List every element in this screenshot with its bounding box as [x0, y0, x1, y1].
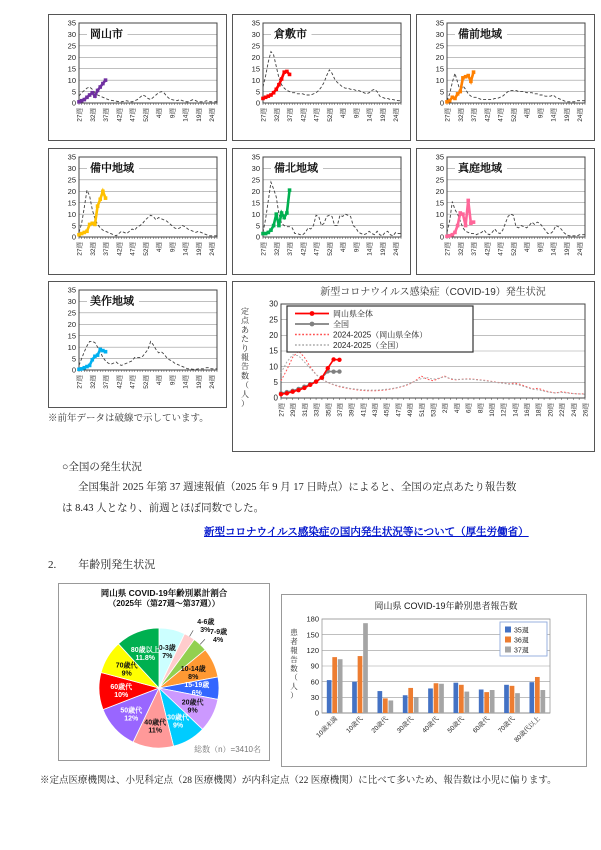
svg-text:47週: 47週 [313, 108, 321, 122]
svg-text:25: 25 [251, 41, 260, 51]
svg-text:美作地域: 美作地域 [90, 295, 134, 308]
svg-text:30: 30 [67, 164, 76, 174]
svg-text:4週: 4週 [453, 403, 461, 414]
section2-number: 2. [48, 559, 57, 571]
svg-text:15: 15 [435, 198, 444, 208]
svg-text:4週: 4週 [524, 242, 532, 253]
svg-text:3%: 3% [200, 627, 211, 635]
svg-text:数: 数 [241, 371, 249, 381]
mhlw-link[interactable]: 新型コロナウイルス感染症の国内発生状況等について（厚生労働省） [204, 526, 529, 538]
svg-text:37週: 37週 [471, 108, 479, 122]
svg-text:5: 5 [71, 87, 76, 97]
svg-text:25: 25 [67, 175, 76, 185]
svg-text:14週: 14週 [366, 242, 374, 256]
svg-text:2024-2025（岡山県全体）: 2024-2025（岡山県全体） [333, 330, 428, 340]
svg-text:30歳代: 30歳代 [167, 714, 189, 722]
svg-text:（: （ [290, 673, 298, 682]
chart-mimasaka [48, 281, 227, 408]
svg-text:19週: 19週 [195, 108, 203, 122]
svg-text:27週: 27週 [444, 108, 452, 122]
svg-text:5: 5 [439, 87, 444, 97]
section2-heading [48, 556, 155, 572]
svg-text:24週: 24週 [209, 242, 217, 256]
svg-text:15: 15 [251, 198, 260, 208]
svg-text:35週: 35週 [514, 627, 529, 635]
svg-text:新型コロナウイルス感染症（COVID-19）発生状況: 新型コロナウイルス感染症（COVID-19）発生状況 [320, 287, 546, 298]
svg-text:備前地域: 備前地域 [458, 28, 502, 41]
svg-text:20歳代: 20歳代 [181, 699, 204, 707]
svg-text:5: 5 [71, 354, 76, 364]
svg-text:35: 35 [67, 18, 76, 28]
svg-text:37週: 37週 [336, 403, 344, 417]
svg-text:19週: 19週 [195, 375, 203, 389]
svg-text:全国: 全国 [333, 320, 349, 329]
svg-text:37週: 37週 [103, 375, 111, 389]
svg-text:24週: 24週 [570, 403, 578, 417]
svg-text:27週: 27週 [76, 108, 84, 122]
svg-text:47週: 47週 [395, 403, 403, 417]
svg-text:者: 者 [290, 637, 298, 646]
svg-text:18週: 18週 [535, 403, 543, 417]
svg-text:10歳代: 10歳代 [345, 715, 365, 735]
svg-text:33週: 33週 [313, 403, 321, 417]
svg-text:）: ） [290, 691, 298, 700]
svg-text:19週: 19週 [563, 242, 571, 256]
svg-text:40歳代: 40歳代 [421, 715, 441, 735]
svg-text:定: 定 [241, 307, 249, 316]
svg-text:15: 15 [251, 64, 260, 74]
svg-text:9週: 9週 [537, 242, 545, 253]
svg-text:4週: 4週 [524, 108, 532, 119]
svg-text:50歳代: 50歳代 [446, 715, 466, 735]
svg-text:0: 0 [439, 98, 444, 108]
svg-text:4-6歳: 4-6歳 [197, 619, 215, 627]
svg-text:19週: 19週 [195, 242, 203, 256]
svg-text:24週: 24週 [577, 242, 585, 256]
svg-text:10: 10 [269, 362, 278, 372]
svg-text:41週: 41週 [360, 403, 368, 417]
svg-text:10: 10 [67, 342, 76, 352]
svg-text:20: 20 [251, 186, 260, 196]
svg-text:60歳代: 60歳代 [110, 684, 133, 692]
svg-text:2024-2025（全国）: 2024-2025（全国） [333, 341, 404, 350]
svg-text:43週: 43週 [372, 403, 380, 417]
svg-text:39週: 39週 [348, 403, 356, 417]
svg-text:52週: 52週 [142, 242, 150, 256]
svg-text:4%: 4% [213, 636, 224, 644]
svg-text:（2025年（第27週～第37週））: （2025年（第27週～第37週）） [108, 599, 220, 608]
svg-text:29週: 29週 [290, 403, 298, 417]
svg-text:50歳代: 50歳代 [120, 707, 143, 715]
svg-text:20週: 20週 [547, 403, 555, 417]
svg-text:14週: 14週 [182, 375, 190, 389]
svg-text:10: 10 [67, 75, 76, 85]
svg-text:）: ） [241, 399, 249, 408]
svg-text:0: 0 [439, 232, 444, 242]
svg-text:7-9歳: 7-9歳 [210, 628, 228, 636]
chart-age-pie [58, 583, 270, 761]
svg-text:9週: 9週 [169, 375, 177, 386]
svg-text:5: 5 [273, 378, 278, 388]
svg-text:35: 35 [435, 18, 444, 28]
svg-text:180: 180 [306, 614, 319, 624]
svg-text:20: 20 [67, 52, 76, 62]
svg-text:32週: 32週 [89, 375, 97, 389]
svg-text:10: 10 [435, 209, 444, 219]
svg-text:24週: 24週 [209, 375, 217, 389]
svg-text:6%: 6% [191, 690, 202, 698]
national-line1: 全国集計 2025 年第 37 週速報値（2025 年 9 月 17 日時点）によると、全国の定点あたり報告数 [78, 482, 517, 494]
svg-text:25: 25 [67, 308, 76, 318]
svg-text:0: 0 [71, 365, 76, 375]
svg-text:15: 15 [435, 64, 444, 74]
svg-text:4週: 4週 [156, 108, 164, 119]
svg-text:19週: 19週 [379, 108, 387, 122]
svg-text:12週: 12週 [500, 403, 508, 417]
svg-text:37週: 37週 [514, 647, 529, 655]
svg-text:20: 20 [435, 186, 444, 196]
svg-text:2週: 2週 [442, 403, 450, 414]
svg-text:42週: 42週 [300, 108, 308, 122]
chart-maniwa [416, 148, 595, 275]
svg-text:35週: 35週 [325, 403, 333, 417]
svg-text:32週: 32週 [89, 108, 97, 122]
svg-text:9%: 9% [121, 670, 132, 678]
svg-text:真庭地域: 真庭地域 [458, 162, 502, 175]
svg-text:た: た [241, 334, 249, 344]
svg-text:42週: 42週 [116, 108, 124, 122]
svg-text:9週: 9週 [537, 108, 545, 119]
svg-text:32週: 32週 [457, 108, 465, 122]
svg-text:52週: 52週 [142, 375, 150, 389]
svg-text:9週: 9週 [169, 242, 177, 253]
svg-text:25: 25 [269, 315, 278, 325]
svg-text:5: 5 [71, 221, 76, 231]
svg-text:岡山県 COVID-19年齢別累計割合: 岡山県 COVID-19年齢別累計割合 [100, 588, 228, 598]
svg-text:15: 15 [67, 331, 76, 341]
svg-text:25: 25 [67, 41, 76, 51]
svg-text:24週: 24週 [209, 108, 217, 122]
svg-text:岡山県全体: 岡山県全体 [333, 309, 373, 319]
svg-text:37週: 37週 [471, 242, 479, 256]
svg-text:120: 120 [306, 645, 319, 655]
svg-text:37週: 37週 [103, 108, 111, 122]
svg-text:47週: 47週 [129, 375, 137, 389]
svg-text:35: 35 [251, 18, 260, 28]
svg-text:47週: 47週 [497, 108, 505, 122]
national-line2: は 8.43 人となり、前週とほぼ同数でした。 [62, 502, 265, 514]
svg-text:27週: 27週 [76, 242, 84, 256]
svg-text:47週: 47週 [129, 108, 137, 122]
svg-text:24週: 24週 [577, 108, 585, 122]
svg-text:10歳未満: 10歳未満 [315, 715, 340, 740]
national-heading: ○全国の発生状況 [62, 462, 142, 473]
chart-pref-overview [232, 281, 595, 452]
svg-text:9週: 9週 [353, 108, 361, 119]
svg-text:8%: 8% [188, 673, 199, 681]
chart-age-bar [281, 594, 587, 767]
svg-text:10: 10 [67, 209, 76, 219]
svg-text:47週: 47週 [129, 242, 137, 256]
svg-text:9週: 9週 [353, 242, 361, 253]
svg-text:20: 20 [67, 319, 76, 329]
svg-text:150: 150 [306, 630, 319, 640]
svg-text:35: 35 [251, 152, 260, 162]
svg-text:報: 報 [290, 646, 298, 655]
svg-text:32週: 32週 [89, 242, 97, 256]
svg-text:32週: 32週 [457, 242, 465, 256]
svg-text:30: 30 [435, 164, 444, 174]
svg-text:25: 25 [435, 175, 444, 185]
svg-text:5: 5 [255, 221, 260, 231]
chart-bitchu [48, 148, 227, 275]
svg-text:0: 0 [273, 393, 278, 403]
svg-text:60: 60 [310, 677, 319, 687]
svg-text:点: 点 [241, 316, 249, 326]
svg-text:32週: 32週 [273, 108, 281, 122]
svg-text:患: 患 [290, 628, 298, 637]
svg-text:45週: 45週 [383, 403, 391, 417]
svg-text:27週: 27週 [260, 242, 268, 256]
svg-text:（: （ [241, 380, 249, 390]
svg-text:6週: 6週 [465, 403, 473, 414]
svg-text:人: 人 [290, 682, 298, 691]
svg-text:人: 人 [241, 389, 249, 399]
svg-text:27週: 27週 [76, 375, 84, 389]
svg-text:10: 10 [251, 75, 260, 85]
svg-text:倉敷市: 倉敷市 [274, 28, 307, 41]
svg-text:42週: 42週 [116, 242, 124, 256]
svg-text:14週: 14週 [512, 403, 520, 417]
svg-text:35: 35 [435, 152, 444, 162]
chart-kurashiki-city [232, 14, 411, 141]
svg-text:10-14歳: 10-14歳 [180, 665, 206, 673]
svg-text:70歳代: 70歳代 [497, 715, 517, 735]
svg-text:80歳代以上: 80歳代以上 [513, 715, 542, 744]
svg-text:0: 0 [71, 98, 76, 108]
svg-text:27週: 27週 [444, 242, 452, 256]
svg-text:25: 25 [251, 175, 260, 185]
svg-text:15: 15 [269, 346, 278, 356]
svg-text:備中地域: 備中地域 [90, 162, 134, 175]
svg-text:37週: 37週 [287, 108, 295, 122]
svg-text:4週: 4週 [156, 242, 164, 253]
svg-text:52週: 52週 [510, 242, 518, 256]
svg-text:0: 0 [314, 708, 319, 718]
svg-text:52週: 52週 [142, 108, 150, 122]
svg-text:25: 25 [435, 41, 444, 51]
svg-text:備北地域: 備北地域 [274, 162, 318, 175]
svg-text:49週: 49週 [407, 403, 415, 417]
svg-text:岡山市: 岡山市 [90, 28, 123, 41]
chart-bizen [416, 14, 595, 141]
svg-text:0: 0 [71, 232, 76, 242]
chart-okayama-city [48, 14, 227, 141]
svg-text:20: 20 [67, 186, 76, 196]
svg-text:4週: 4週 [340, 108, 348, 119]
svg-text:0: 0 [255, 232, 260, 242]
svg-text:20: 20 [251, 52, 260, 62]
svg-text:30: 30 [435, 30, 444, 40]
svg-text:14週: 14週 [550, 242, 558, 256]
svg-text:20歳代: 20歳代 [370, 715, 390, 735]
svg-text:9%: 9% [187, 707, 198, 715]
svg-text:12%: 12% [124, 715, 139, 723]
svg-text:報: 報 [241, 353, 249, 362]
svg-text:24週: 24週 [393, 242, 401, 256]
svg-text:り: り [241, 343, 249, 353]
svg-text:42週: 42週 [300, 242, 308, 256]
svg-text:あ: あ [241, 325, 249, 335]
svg-text:9週: 9週 [169, 108, 177, 119]
svg-text:60歳代: 60歳代 [471, 715, 492, 735]
svg-text:30: 30 [251, 164, 260, 174]
svg-text:10: 10 [435, 75, 444, 85]
svg-text:9%: 9% [173, 722, 184, 730]
svg-text:47週: 47週 [313, 242, 321, 256]
sentinel-note: ※定点医療機関は、小児科定点（28 医療機関）が内科定点（22 医療機関）に比べて多いため、報告数は小児に偏ります。 [40, 776, 557, 786]
svg-text:10%: 10% [114, 692, 129, 700]
svg-text:15-19歳: 15-19歳 [184, 682, 210, 690]
svg-text:14週: 14週 [550, 108, 558, 122]
svg-text:15: 15 [67, 64, 76, 74]
svg-text:70歳代: 70歳代 [115, 662, 138, 670]
svg-text:52週: 52週 [326, 108, 334, 122]
svg-text:数: 数 [290, 664, 298, 673]
svg-text:30: 30 [269, 299, 278, 309]
svg-text:10週: 10週 [488, 403, 496, 417]
svg-text:35: 35 [67, 285, 76, 295]
svg-text:52週: 52週 [326, 242, 334, 256]
svg-text:10: 10 [251, 209, 260, 219]
svg-text:31週: 31週 [301, 403, 309, 417]
svg-text:30: 30 [310, 692, 319, 702]
svg-text:19週: 19週 [563, 108, 571, 122]
svg-text:岡山県 COVID-19年齢別患者報告数: 岡山県 COVID-19年齢別患者報告数 [374, 601, 518, 611]
svg-text:30: 30 [67, 297, 76, 307]
svg-text:11%: 11% [148, 727, 163, 735]
svg-text:20: 20 [269, 331, 278, 341]
national-section [62, 458, 562, 519]
svg-text:37週: 37週 [103, 242, 111, 256]
svg-text:47週: 47週 [497, 242, 505, 256]
svg-text:30歳代: 30歳代 [395, 715, 416, 735]
section2-title: 年齢別発生状況 [78, 559, 156, 571]
svg-text:90: 90 [310, 661, 319, 671]
svg-text:30: 30 [251, 30, 260, 40]
svg-text:告: 告 [241, 362, 249, 372]
svg-text:7%: 7% [162, 653, 173, 661]
svg-text:26週: 26週 [582, 403, 590, 417]
svg-text:11.8%: 11.8% [135, 654, 156, 662]
svg-text:4週: 4週 [156, 375, 164, 386]
svg-text:16週: 16週 [524, 403, 532, 417]
svg-text:14週: 14週 [366, 108, 374, 122]
svg-text:30: 30 [67, 30, 76, 40]
svg-text:5: 5 [439, 221, 444, 231]
svg-text:14週: 14週 [182, 242, 190, 256]
svg-text:14週: 14週 [182, 108, 190, 122]
svg-text:42週: 42週 [484, 242, 492, 256]
svg-text:40歳代: 40歳代 [144, 719, 167, 727]
svg-text:27週: 27週 [278, 403, 286, 417]
prev-year-note: ※前年データは破線で示しています。 [48, 414, 209, 424]
chart-bihoku [232, 148, 411, 275]
svg-text:51週: 51週 [418, 403, 426, 417]
svg-text:52週: 52週 [510, 108, 518, 122]
svg-text:32週: 32週 [273, 242, 281, 256]
svg-text:42週: 42週 [116, 375, 124, 389]
svg-text:4週: 4週 [340, 242, 348, 253]
svg-text:42週: 42週 [484, 108, 492, 122]
svg-text:53週: 53週 [430, 403, 438, 417]
svg-text:5: 5 [255, 87, 260, 97]
svg-text:19週: 19週 [379, 242, 387, 256]
svg-text:告: 告 [290, 655, 298, 664]
svg-text:0: 0 [255, 98, 260, 108]
svg-text:37週: 37週 [287, 242, 295, 256]
svg-text:36週: 36週 [514, 637, 529, 645]
svg-text:35: 35 [67, 152, 76, 162]
svg-text:24週: 24週 [393, 108, 401, 122]
svg-text:0-3歳: 0-3歳 [158, 645, 176, 653]
svg-text:80歳以上: 80歳以上 [130, 646, 160, 654]
svg-text:15: 15 [67, 198, 76, 208]
svg-text:22週: 22週 [559, 403, 567, 417]
svg-text:総数（n）=3410名: 総数（n）=3410名 [194, 745, 261, 754]
svg-text:20: 20 [435, 52, 444, 62]
svg-text:8週: 8週 [477, 403, 485, 414]
svg-text:27週: 27週 [260, 108, 268, 122]
